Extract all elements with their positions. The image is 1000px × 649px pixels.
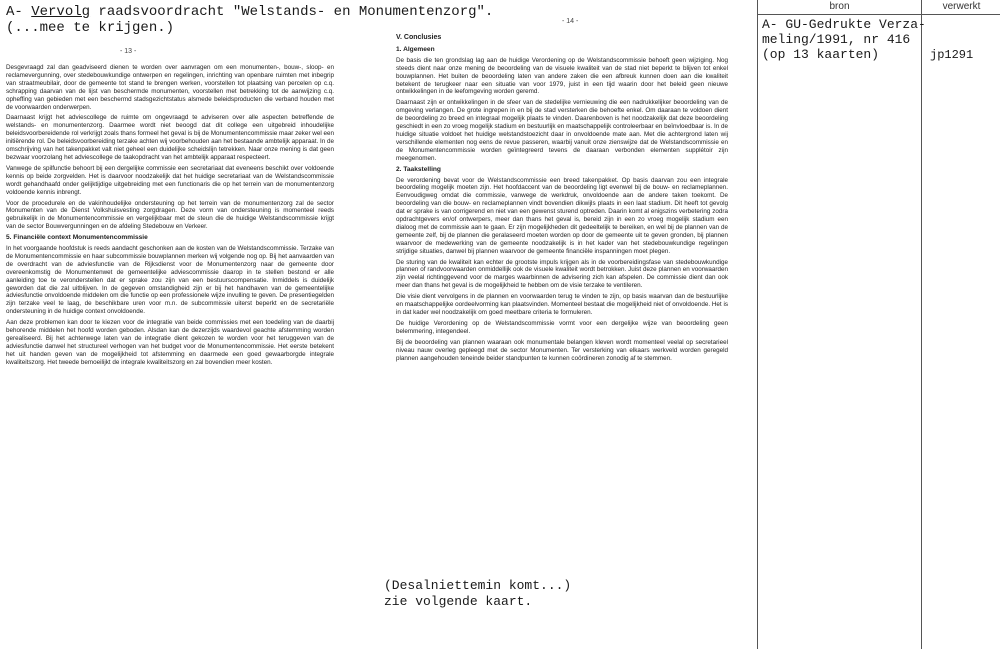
right-column bbox=[396, 34, 728, 365]
column-divider bbox=[921, 0, 922, 649]
header-prefix: A- bbox=[6, 4, 32, 20]
subheading-taakstelling: 2. Taakstelling bbox=[396, 165, 441, 173]
left-paragraph: Daarnaast krijgt het adviescollege de ruimte om ongevraagd te adviseren over alle aspecten betreffende de welstands- en monumentenzorg. Daarmee wordt niet beoogd dat dit college een uitgebreid inhoudelijke beleidsvoorbereidende rol verkrijgt zoals thans formeel het geval is bij de Monumentencommissie maar zeker wel een initiërende rol. De beleidsvoorbereiding terzake achten wij voorbehouden aan het bestaande ambtelijk apparaat. In de omschrijving van het takenpakket valt niet geheel een duidelijke scheidslijn tetrekken. Naar onze mening is dat geen bezwaar voorzolang het adviescollege de taakopdracht van het ambtelijk apparaat respecteert. bbox=[6, 114, 335, 161]
page-number-right: - 14 - bbox=[562, 18, 579, 25]
page-number-left: - 13 - bbox=[120, 48, 137, 55]
left-paragraph: Aan deze problemen kan door te kiezen voor de integratie van beide commissies met een toedeling van de daarbij behorende middelen het hoofd worden geboden. Alsdan kan de dezerzijds waardevol geachte afstemming worden gerealiseerd. Bij het achterwege laten van de integratie dient gekozen te worden voor het teruggeven van de adviesfunctie danwel het structureel verhogen van het budget voor de Monumentencommissie. Het eerste betekent het uit handen geven van de mogelijkheid tot afstemming en daarmede een goed gewaarborgde integrale kwaliteitszorg. Het tweede bemoeilijkt de integrale kwaliteitszorg en zal bovendien meer kosten. bbox=[6, 319, 334, 366]
left-paragraph: Voor de procedurele en de vakinhoudelijke ondersteuning op het terrein van de monumentenzorg zal de sector Monumenten van de Dienst Volkshuisvesting zorgdragen. Deze vorm van ondersteuning is momenteel reeds gebruikelijk in de Monumentencommissie en vergelijkbaar met de steun die de huidige Welstandscommissie krijgt van de sector Bouwvergunningen en de afdeling Stedebouw en Verkeer. bbox=[6, 199, 334, 231]
right-paragraph: Die visie dient vervolgens in de plannen en voorwaarden terug te vinden te zijn, op basis waarvan dan de bestuurlijke en maatschappelijke oordeelvorming kan plaatsvinden. Momenteel bestaat die mogelijkheid niet of onvoldoende. Het is in dat kader wel noodzakelijk om goed meetbare criteria te formuleren. bbox=[396, 293, 728, 316]
bron-line: A- GU-Gedrukte Verza- bbox=[762, 17, 926, 32]
section-heading: V. Conclusies bbox=[396, 34, 442, 41]
card-header bbox=[6, 4, 746, 36]
header-underlined: Vervolg bbox=[31, 4, 91, 20]
left-paragraph: Vanwege de spilfunctie behoort bij een dergelijke commissie een secretariaat dat eveneens beschikt over voldoende kennis op beide zorgvelden. Het is daarvoor noodzakelijk dat het huidige secretariaat van de Welstandscommissie wordt gehandhaafd onder gelijktijdige uitgebreiding met een functionaris die op het terrein van de monumentenzorg voldoende kennis inbrengt. bbox=[6, 164, 334, 196]
continuation-note bbox=[384, 578, 571, 610]
bron-line: meling/1991, nr 416 bbox=[762, 32, 911, 47]
header-title: raadsvoordracht "Welstands- en Monumentenzorg". bbox=[90, 4, 494, 20]
left-paragraph: Desgevraagd zal dan geadviseerd dienen te worden over aanvragen om een monumenten-, bouw-, sloop- en reclamevergunning, over stedebouwkundige ontwerpen en regelingen, inrichting van openbare ruimten met inbegrip van straatmeubilair, door de gemeente tot stand te brengen werken, voorstellen tot plaatsing van percelen op c.q. schrapping daarvan van de lijst van beschermde monumenten, voorstellen met betrekking tot de aanwijzing c.q. opheffing van gebieden met een beschermd stadsgezichtstatus alsmede beleidsproducten die verband houden met de voorwaarden onderwerpen. bbox=[6, 64, 334, 111]
bron-entry bbox=[762, 17, 926, 62]
header-line2: (...mee te krijgen.) bbox=[6, 20, 175, 36]
right-paragraph: De verordening bevat voor de Welstandscommissie een breed takenpakket. Op basis daarvan zou een integrale beoordeling mogelijk moeten zijn. Het hoofdaccent van de beoordeling ligt evenwel bij de bouw- en reclameplannen. Eenvoudigweg omdat die commissie, vanwege de werkdruk, onvoldoende aan de andere taken toekomt. De beoordeling van die bouw- en reclameplannen vindt bovendien dikwijls plaats in een laat stadium. Dit heeft tot gevolg dat er sprake is van corrigerend en niet van een gewenst sturend optreden. Daarin komt al enigszins verbetering zodra opdrachtgevers en/of ontwerpers, meer dan thans het geval is, bereid zijn in een zo vroeg mogelijk stadium een dialoog met de commissie aan te gaan. Er zijn mogelijkheden dit gedeeltelijk te bereiken, en wel bij de plannen van de gemeente zelf, bij de plannen die geralaseerd moeten worden op door de gemeente uit te geven gronden, bij plannen waarvoor de medewerking van de gemeente noodzakelijk is in het kader van het stedebouwkundige regelingen strijdige situaties, danwel bij plannen waarvoor de gemeente financiële inspanningen moet plegen. bbox=[396, 176, 728, 255]
verwerkt-entry: jp1291 bbox=[930, 48, 974, 62]
subheading-algemeen: 1. Algemeen bbox=[396, 45, 435, 53]
left-column bbox=[6, 64, 334, 370]
right-paragraph: De basis die ten grondslag lag aan de huidige Verordening op de Welstandscommissie behoeft geen wijziging. Nog steeds dient naar onze mening de beoordeling van de visuele kwaliteit van de stad niet beperkt te blijven tot enkel bouwplannen. Het buiten de beoordeling laten van andere zaken die een afbreuk kunnen doen aan die kwaliteit betekent de terugkeer naar een situatie van voor 1979, juist in een tijd waarin door het beleid geen nieuwe ontwikkelingen in de leefomgeving worden geremd. bbox=[396, 56, 728, 96]
index-table bbox=[757, 0, 1000, 649]
right-paragraph: De sturing van de kwaliteit kan echter de grootste impuls krijgen als in de voorbereidingsfase van stedebouwkundige plannen of randvoorwaarden onmiddellijk ook de visuele kwaliteit wordt betrokken. Juist deze plannen en voorwaarden zijn veelal richtinggevend voor de marges waarbinnen de advisering zich kan afspelen. De commissie dient dan ook meer dan thans het geval is de mogelijkheid te hebben om de visie terzake te ventileren. bbox=[396, 258, 728, 290]
right-paragraph: De huidige Verordening op de Welstandscommissie vormt voor een dergelijke wijze van beoordeling geen belemmering, integendeel. bbox=[396, 319, 728, 335]
right-paragraph: Bij de beoordeling van plannen waaraan ook monumentale belangen kleven wordt momenteel veelal op secretarieel niveau nauw overleg gepleegd met de sector Monumenten. Ter versterking van elkaars werkveld worden geregeld plannen aangehouden teneinde beider standpunten te kunnen coördineren zonodig af te stemmen. bbox=[396, 338, 728, 362]
continuation-line1: (Desalniettemin komt...) bbox=[384, 578, 572, 593]
left-heading: 5. Financiële context Monumentencommissie bbox=[6, 234, 148, 242]
bron-line: (op 13 kaarten) bbox=[762, 47, 880, 62]
continuation-line2: zie volgende kaart. bbox=[384, 594, 533, 609]
column-header-bron: bron bbox=[758, 0, 922, 15]
column-header-verwerkt: verwerkt bbox=[922, 0, 1000, 15]
left-paragraph: In het voorgaande hoofdstuk is reeds aandacht geschonken aan de kosten van de Welstandscommissie. Terzake van de Monumentencommissie en haar subcommissie bouwplannen merken wij volgende nog op. Bij het aanvaarden van de overdracht van de adviesfunctie van de Rijksdienst voor de Monumentenzorg naar de gemeente door overeenkomstig de Monumentenwet de gemeentelijke adviescommissie daarop in te stellen bestond er alle aanleiding toe te veronderstellen dat er sprake zou zijn van een bestuurscompensatie. Inmiddels is duidelijk geworden dat die zal uitblijven. In de gegeven omstandigheid zijn er bij het handhaven van de gemeentelijke adviesfunctie onvoldoende middelen om die functie op een professionele wijze invulling te geven. De presentiegelden zijn terzake veel te laag, de beschikbare uren voor m.n. de subcommissie uiterst beperkt en de secretariële ondersteuning in de huidige context onvoldoende. bbox=[6, 245, 334, 316]
right-paragraph: Daarnaast zijn er ontwikkelingen in de sfeer van de stedelijke vernieuwing die een nadrukkelijker beoordeling van de omgeving verlangen. De grote ingrepen in en bij de stad versterken die behoefte enkel. Om daaraan te voldoen dient de beoordeling zo breed en integraal mogelijk plaats te vinden. Daarenboven is het noodzakelijk dat deze beoordeling geschiedt in een zo vroeg mogelijk stadium en bestuurlijk en maatschappelijk controleerbaar en beïnvloedbaar is. In de huidige situatie voldoet het huidige welstandstoezicht daar in onvoldoende mate aan. Met die achtergrond laten wij verschillende elementen nog eens de revue passeren, waarbij vanuit onze zienswijze dat de Welstandscommissie en de Monumentencommissie worden geïntegreerd tevens de daaraan verbonden elementen supplétoir zijn meegenomen. bbox=[396, 99, 728, 162]
